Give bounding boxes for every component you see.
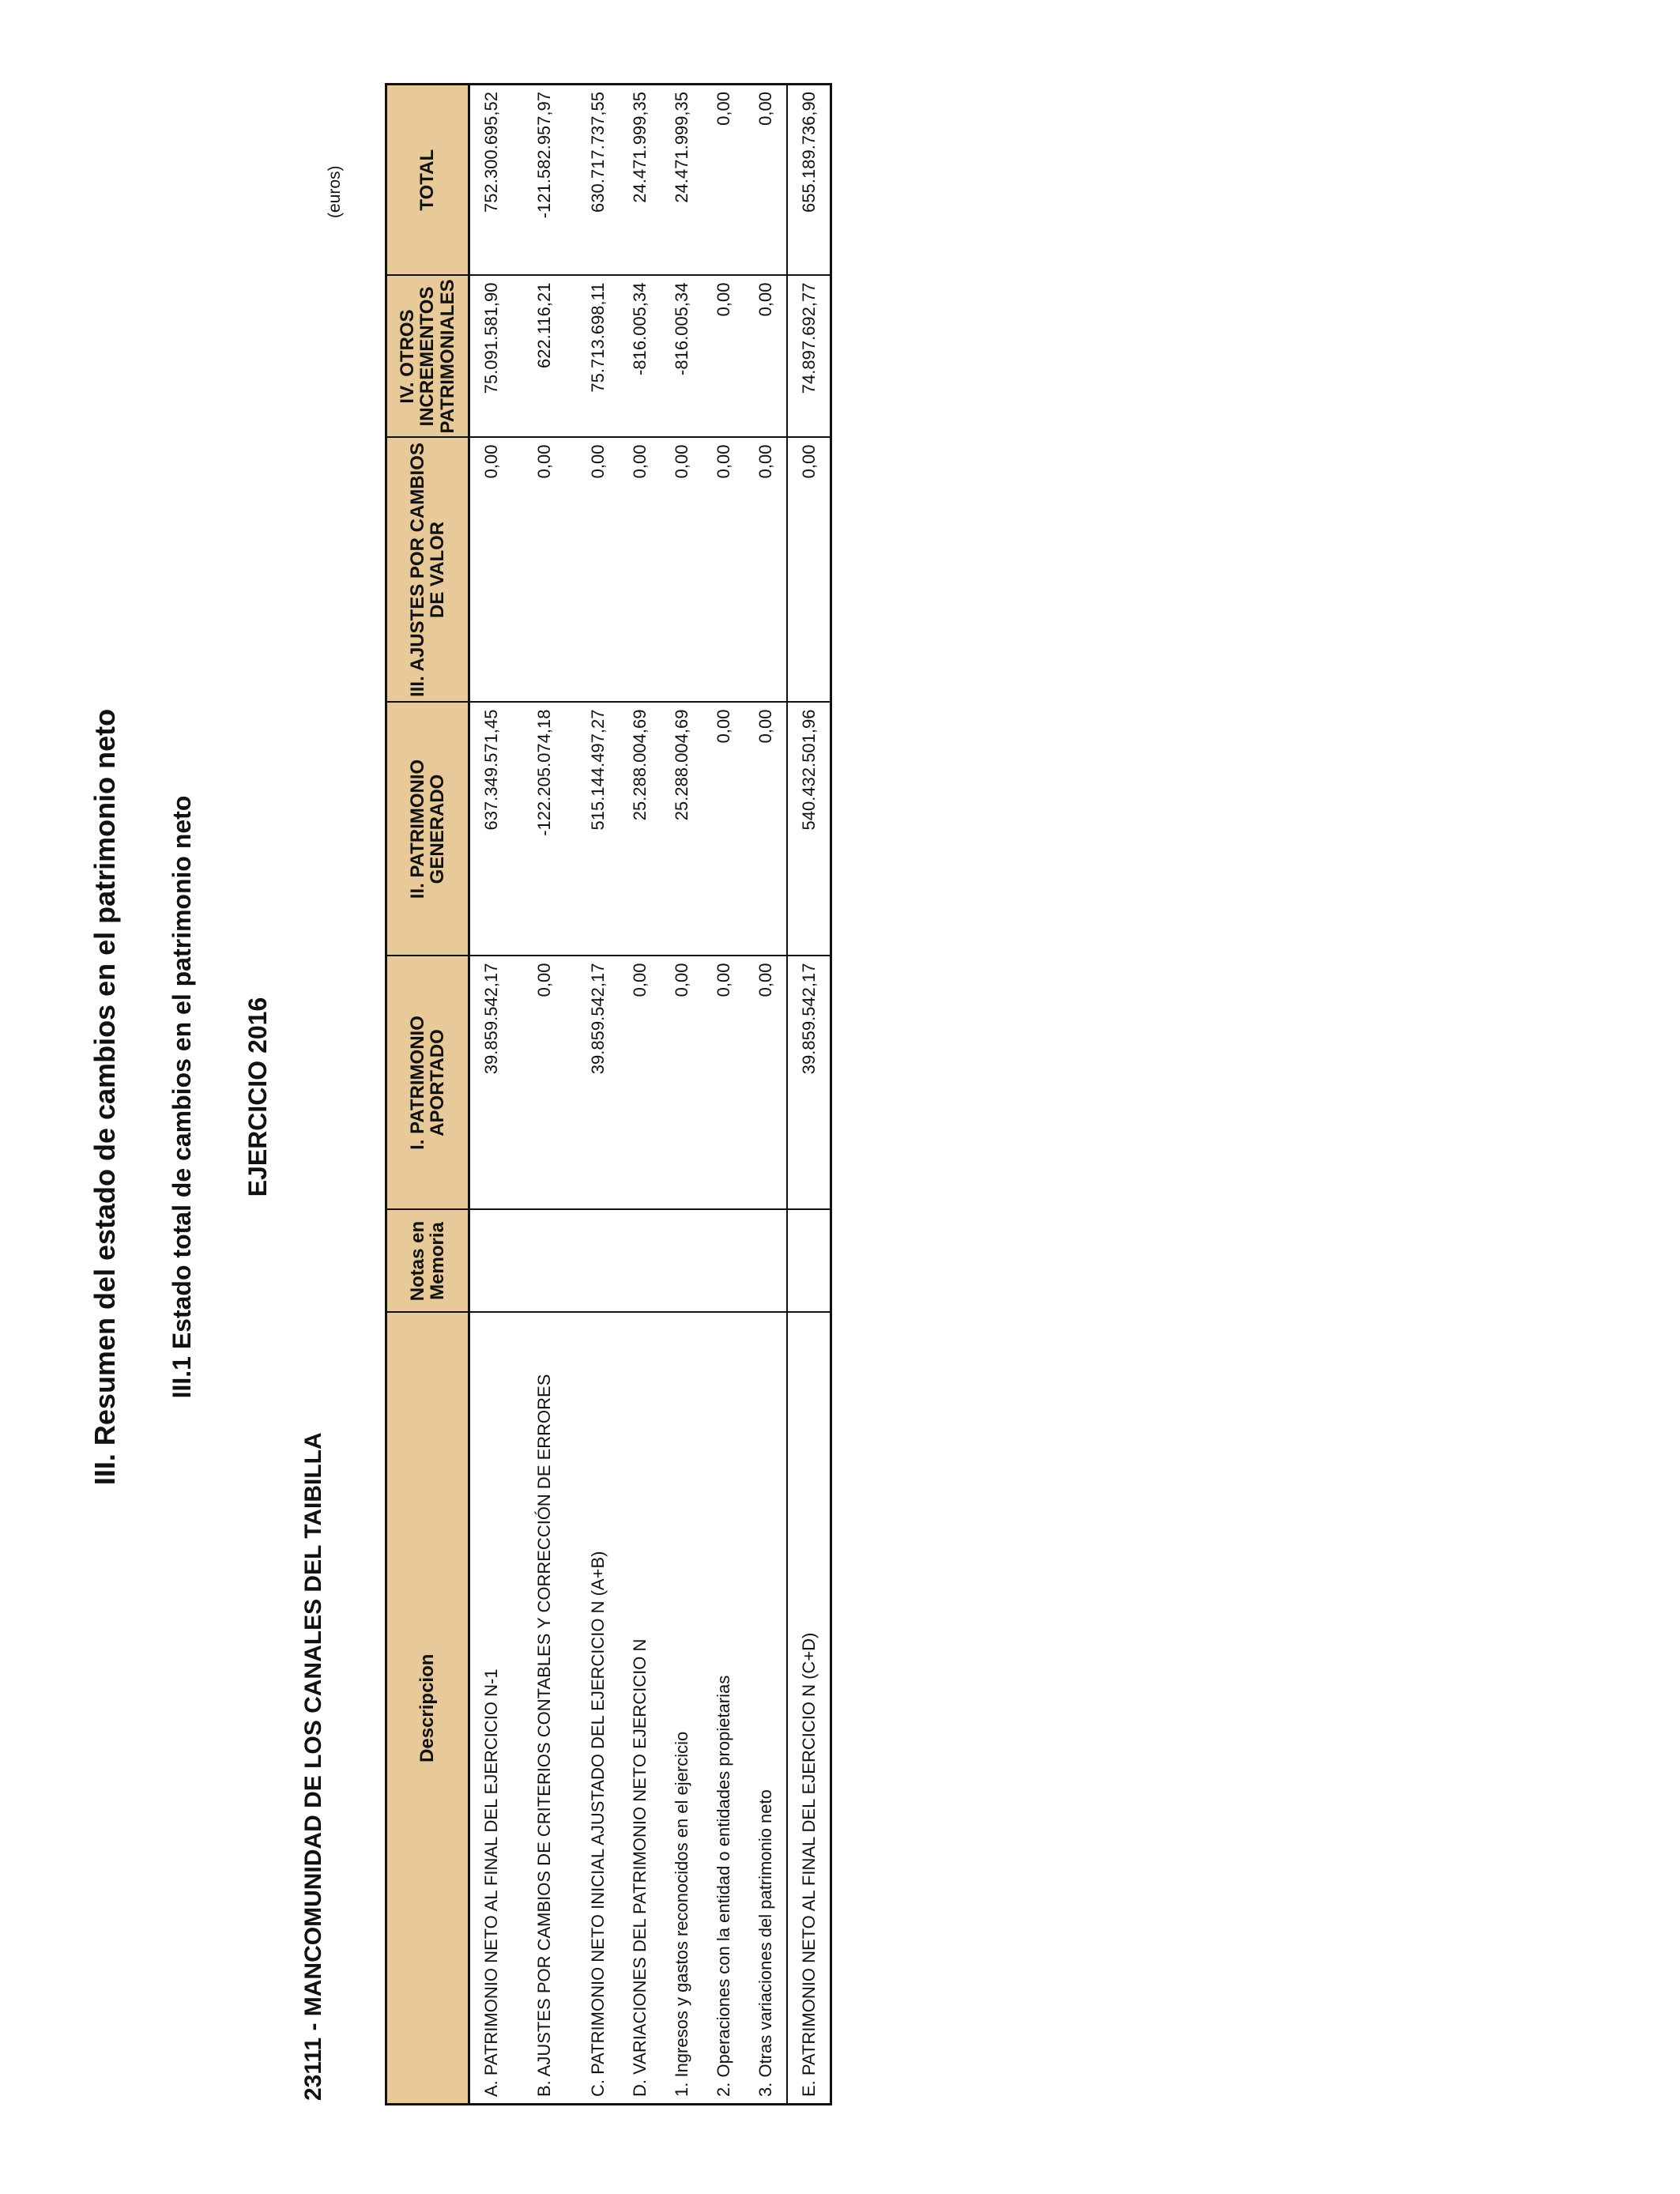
row-patrimonio-aportado: 39.859.542,17 xyxy=(787,956,831,1210)
row-otros-incrementos: 75.713.698,11 xyxy=(577,276,619,438)
row-total: -121.582.957,97 xyxy=(512,85,577,276)
row-ajustes-valor: 0,00 xyxy=(787,438,831,703)
equity-changes-table xyxy=(385,83,832,2105)
table-row xyxy=(619,85,661,2105)
row-total: 24.471.999,35 xyxy=(661,85,703,276)
row-patrimonio-generado: -122.205.074,18 xyxy=(512,703,577,956)
row-notas xyxy=(512,1210,577,1313)
row-patrimonio-generado: 25.288.004,69 xyxy=(619,703,661,956)
row-patrimonio-generado: 637.349.571,45 xyxy=(469,703,513,956)
row-ajustes-valor: 0,00 xyxy=(512,438,577,703)
row-notas xyxy=(619,1210,661,1313)
page-subtitle: III.1 Estado total de cambios en el patrimonio neto xyxy=(168,795,196,1399)
row-ajustes-valor: 0,00 xyxy=(577,438,619,703)
fiscal-year: EJERCICIO 2016 xyxy=(243,997,272,1197)
row-patrimonio-aportado: 0,00 xyxy=(703,956,744,1210)
entity-name: 23111 - MANCOMUNIDAD DE LOS CANALES DEL TAIBILLA xyxy=(300,1432,326,2101)
row-notas xyxy=(577,1210,619,1313)
row-description: 3. Otras variaciones del patrimonio neto xyxy=(744,1313,787,2105)
row-patrimonio-aportado: 0,00 xyxy=(661,956,703,1210)
row-patrimonio-generado: 0,00 xyxy=(744,703,787,956)
col-header-ajustes-valor: III. AJUSTES POR CAMBIOS DE VALOR xyxy=(386,438,469,703)
row-description: C. PATRIMONIO NETO INICIAL AJUSTADO DEL EJERCICIO N (A+B) xyxy=(577,1313,619,2105)
row-otros-incrementos: 0,00 xyxy=(744,276,787,438)
row-ajustes-valor: 0,00 xyxy=(744,438,787,703)
table-row xyxy=(577,85,619,2105)
row-ajustes-valor: 0,00 xyxy=(661,438,703,703)
row-description: 1. Ingresos y gastos reconocidos en el ejercicio xyxy=(661,1313,703,2105)
row-description: B. AJUSTES POR CAMBIOS DE CRITERIOS CONTABLES Y CORRECCIÓN DE ERRORES xyxy=(512,1313,577,2105)
row-otros-incrementos: 74.897.692,77 xyxy=(787,276,831,438)
table-row xyxy=(512,85,577,2105)
table-row xyxy=(744,85,787,2105)
row-ajustes-valor: 0,00 xyxy=(469,438,513,703)
table-row xyxy=(661,85,703,2105)
row-total: 630.717.737,55 xyxy=(577,85,619,276)
row-notas xyxy=(661,1210,703,1313)
row-otros-incrementos: -816.005,34 xyxy=(619,276,661,438)
row-patrimonio-generado: 515.144.497,27 xyxy=(577,703,619,956)
col-header-patrimonio-generado: II. PATRIMONIO GENERADO xyxy=(386,703,469,956)
row-otros-incrementos: 622.116,21 xyxy=(512,276,577,438)
row-total: 655.189.736,90 xyxy=(787,85,831,276)
row-patrimonio-generado: 25.288.004,69 xyxy=(661,703,703,956)
row-otros-incrementos: -816.005,34 xyxy=(661,276,703,438)
row-notas xyxy=(787,1210,831,1313)
row-description: E. PATRIMONIO NETO AL FINAL DEL EJERCICIO N (C+D) xyxy=(787,1313,831,2105)
col-header-patrimonio-aportado: I. PATRIMONIO APORTADO xyxy=(386,956,469,1210)
row-notas xyxy=(744,1210,787,1313)
col-header-notas: Notas en Memoria xyxy=(386,1210,469,1313)
row-otros-incrementos: 0,00 xyxy=(703,276,744,438)
row-patrimonio-generado: 540.432.501,96 xyxy=(787,703,831,956)
row-total: 0,00 xyxy=(744,85,787,276)
row-total: 752.300.695,52 xyxy=(469,85,513,276)
row-otros-incrementos: 75.091.581,90 xyxy=(469,276,513,438)
page-title: III. Resumen del estado de cambios en el patrimonio neto xyxy=(89,708,121,1486)
col-header-otros-incrementos: IV. OTROS INCREMENTOS PATRIMONIALES xyxy=(386,276,469,438)
row-total: 0,00 xyxy=(703,85,744,276)
table-header-row xyxy=(386,85,469,2105)
row-description: D. VARIACIONES DEL PATRIMONIO NETO EJERCICIO N xyxy=(619,1313,661,2105)
row-description: 2. Operaciones con la entidad o entidades propietarias xyxy=(703,1313,744,2105)
row-patrimonio-aportado: 39.859.542,17 xyxy=(577,956,619,1210)
row-patrimonio-generado: 0,00 xyxy=(703,703,744,956)
row-patrimonio-aportado: 0,00 xyxy=(512,956,577,1210)
row-ajustes-valor: 0,00 xyxy=(703,438,744,703)
table-row xyxy=(469,85,513,2105)
col-header-total: TOTAL xyxy=(386,85,469,276)
row-total: 24.471.999,35 xyxy=(619,85,661,276)
row-patrimonio-aportado: 0,00 xyxy=(744,956,787,1210)
units-label: (euros) xyxy=(326,165,344,218)
table-row xyxy=(703,85,744,2105)
table-row xyxy=(787,85,831,2105)
col-header-descripcion: Descripcion xyxy=(386,1313,469,2105)
row-patrimonio-aportado: 0,00 xyxy=(619,956,661,1210)
row-ajustes-valor: 0,00 xyxy=(619,438,661,703)
row-notas xyxy=(703,1210,744,1313)
row-description: A. PATRIMONIO NETO AL FINAL DEL EJERCICIO N-1 xyxy=(469,1313,513,2105)
row-notas xyxy=(469,1210,513,1313)
row-patrimonio-aportado: 39.859.542,17 xyxy=(469,956,513,1210)
